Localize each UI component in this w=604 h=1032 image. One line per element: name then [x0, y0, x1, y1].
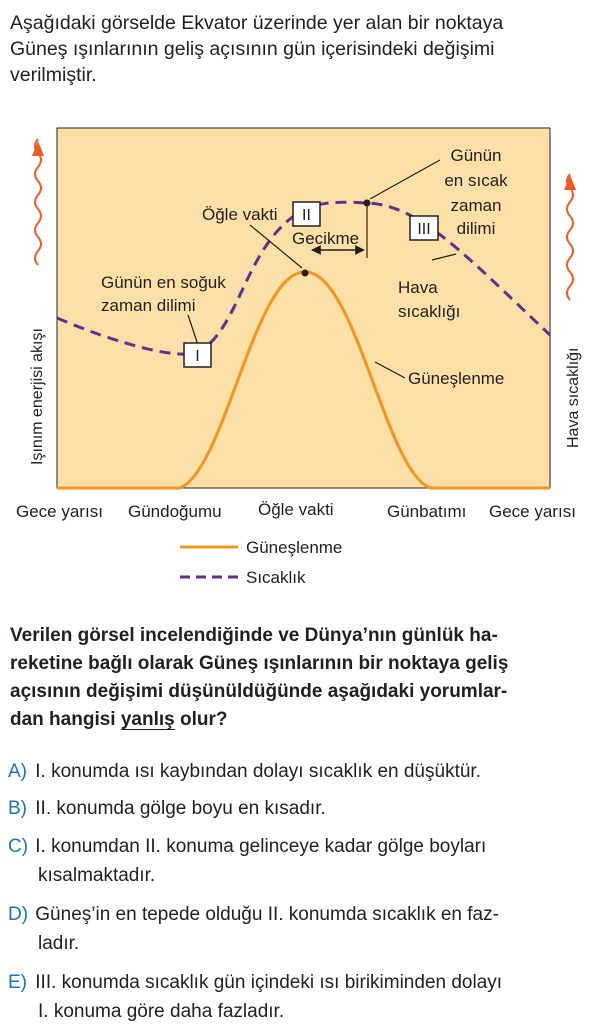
- x-label: Günbatımı: [387, 502, 467, 521]
- option-letter: E): [8, 972, 27, 993]
- question-line-start: dan hangisi: [10, 709, 121, 730]
- option-letter: C): [8, 836, 29, 857]
- marker-III: [410, 216, 438, 240]
- noon-point: [302, 270, 309, 277]
- marker-II-label: II: [302, 207, 311, 224]
- legend-solar-label: Güneşlenme: [246, 538, 343, 557]
- marker-I-label: I: [195, 348, 200, 365]
- question-line-end: olur?: [174, 709, 228, 730]
- warmest-annotation: Günün: [450, 146, 502, 165]
- question-line: [10, 706, 600, 734]
- warmest-annotation: en sıcak: [444, 171, 508, 190]
- x-label: Gece yarısı: [16, 502, 103, 521]
- air-temp-annotation: sıcaklığı: [398, 302, 461, 321]
- intro-line: Aşağıdaki görselde Ekvator üzerinde yer alan bir noktaya: [10, 12, 504, 34]
- option-text: III. konumda sıcaklık gün içindeki ısı birikiminden dolayı: [35, 972, 503, 993]
- option-text: I. konumda ısı kaybından dolayı sıcaklık en düşüktür.: [35, 761, 481, 782]
- option-a[interactable]: [8, 757, 602, 786]
- option-text-continued: ladır.: [38, 933, 80, 954]
- intro-line: verilmiştir.: [10, 64, 97, 86]
- warmest-annotation: zaman: [450, 196, 502, 215]
- marker-II: [293, 202, 320, 226]
- radiation-arrow-left: [32, 139, 44, 265]
- option-text: I. konumdan II. konuma gelinceye kadar gölge boyları: [35, 836, 487, 857]
- option-letter: A): [8, 761, 27, 782]
- question-line: Verilen görsel incelendiğinde ve Dünya’nın günlük ha-: [10, 625, 498, 646]
- radiation-arrow-right: [564, 174, 576, 300]
- intro-line: Güneş ışınlarının geliş açısının gün içerisindeki değişimi: [10, 38, 495, 60]
- insolation-annotation: Güneşlenme: [408, 369, 505, 388]
- option-d[interactable]: [8, 900, 602, 958]
- coldest-annotation: zaman dilimi: [101, 296, 196, 315]
- question-line: reketine bağlı olarak Güneş ışınlarının bir noktaya geliş: [10, 653, 509, 674]
- lag-annotation: Gecikme: [292, 229, 360, 248]
- question-line: açısının değişimi düşünüldüğünde aşağıdaki yorumlar-: [10, 681, 508, 702]
- air-temp-annotation: Hava: [398, 278, 438, 297]
- right-axis-title: Hava sıcaklığı: [565, 347, 582, 448]
- option-text-continued: I. konuma göre daha fazladır.: [38, 1001, 285, 1022]
- coldest-annotation: Günün en soğuk: [101, 273, 226, 292]
- option-text: II. konumda gölge boyu en kısadır.: [35, 798, 326, 819]
- option-text: Güneş’in en tepede olduğu II. konumda sıcaklık en faz-: [35, 904, 499, 925]
- option-e[interactable]: [8, 968, 602, 1026]
- noon-annotation: Öğle vakti: [202, 205, 278, 224]
- option-c[interactable]: [8, 832, 602, 890]
- left-axis-title: Işınım enerjisi akışı: [29, 328, 46, 465]
- marker-III-label: III: [417, 221, 431, 238]
- x-label: Gece yarısı: [489, 502, 576, 521]
- x-label: Öğle vakti: [258, 500, 334, 519]
- option-text-continued: kısalmaktadır.: [38, 865, 156, 886]
- legend-temp-label: Sıcaklık: [246, 568, 306, 587]
- question-text: [10, 622, 600, 734]
- x-label: Gündoğumu: [128, 502, 222, 521]
- question-emphasis: yanlış: [120, 709, 175, 730]
- warmest-annotation: dilimi: [456, 219, 496, 238]
- marker-I: [184, 343, 211, 367]
- option-letter: B): [8, 798, 27, 819]
- option-b[interactable]: [8, 794, 602, 823]
- option-letter: D): [8, 904, 29, 925]
